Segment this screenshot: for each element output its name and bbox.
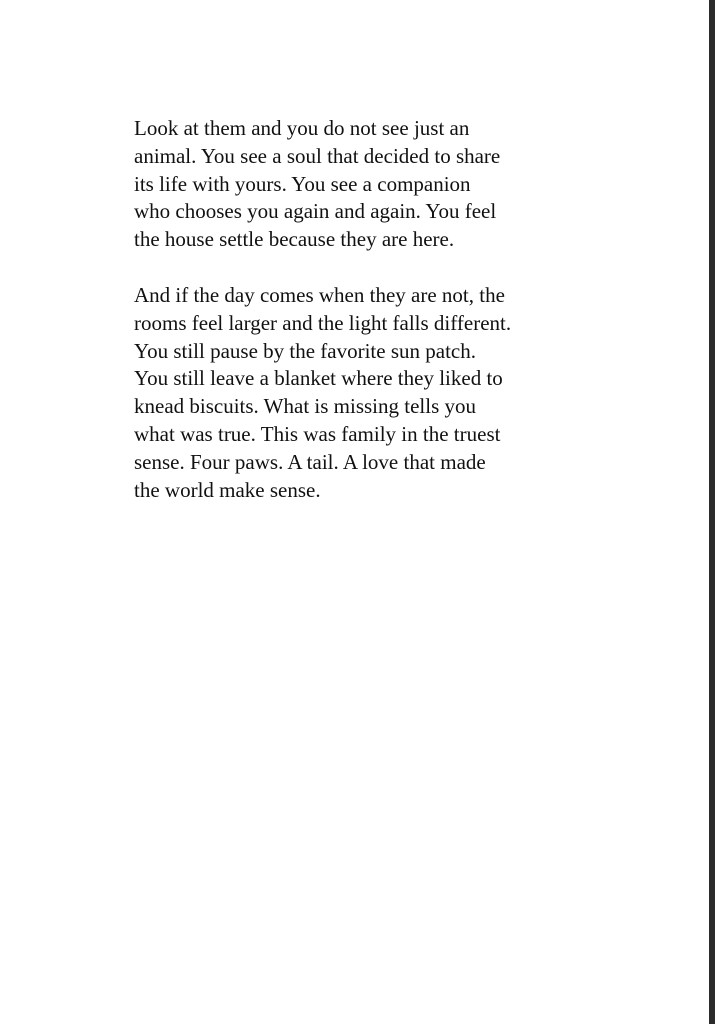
text-line: You still pause by the favorite sun patch. (134, 338, 476, 363)
text-line: rooms feel larger and the light falls different. (134, 310, 512, 335)
text-line: what was true. This was family in the truest (134, 421, 501, 446)
text-line: the world make sense. (134, 477, 321, 502)
paragraph-1 (134, 115, 584, 254)
text-line: its life with yours. You see a companion (134, 171, 471, 196)
text-line: Look at them and you do not see just an (134, 116, 470, 140)
text-line: animal. You see a soul that decided to share (134, 143, 501, 168)
text-line: And if the day comes when they are not, the (134, 282, 505, 307)
text-line: who chooses you again and again. You feel (134, 199, 497, 224)
text-line: knead biscuits. What is missing tells you (134, 394, 477, 419)
body-text (134, 115, 584, 532)
page-edge-border (709, 0, 715, 1024)
text-line: the house settle because they are here. (134, 227, 455, 252)
text-line: You still leave a blanket where they liked to (134, 366, 503, 391)
paragraph-2 (134, 282, 584, 504)
text-line: sense. Four paws. A tail. A love that made (134, 449, 486, 474)
